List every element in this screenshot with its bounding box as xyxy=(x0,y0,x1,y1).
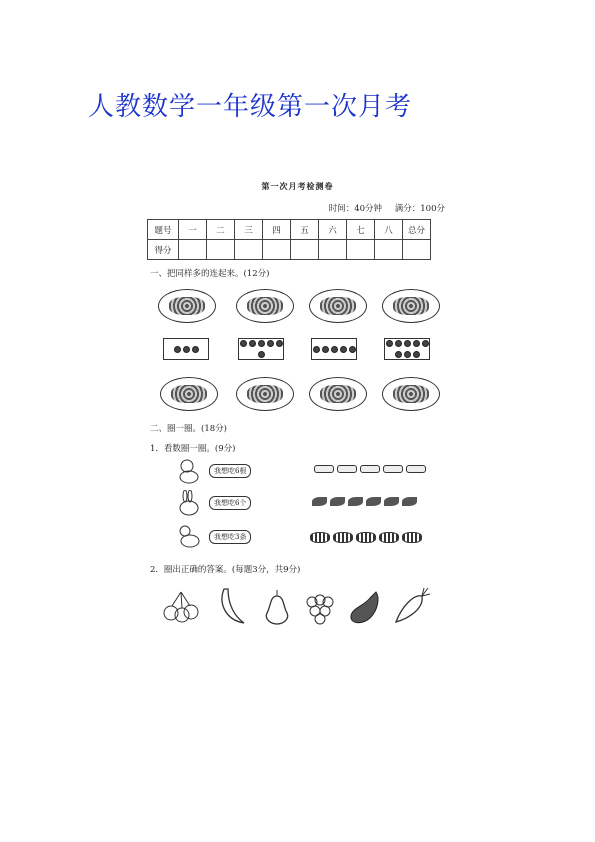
score-table-header-row xyxy=(148,220,431,240)
plate-image xyxy=(309,289,367,323)
header-cell: 总分 xyxy=(403,220,431,240)
bubble-q1-1: 我想吃6根 xyxy=(209,464,251,478)
score-cell[interactable] xyxy=(403,240,431,260)
radish-icon xyxy=(392,586,432,626)
plate-image xyxy=(382,289,440,323)
header-cell: 六 xyxy=(319,220,347,240)
row-label: 得分 xyxy=(148,240,179,260)
section2-q1-title: 1．看数圈一圈。(9分) xyxy=(150,444,236,454)
header-cell: 题号 xyxy=(148,220,179,240)
dot-box xyxy=(311,338,357,360)
score-cell[interactable] xyxy=(347,240,375,260)
score-cell[interactable] xyxy=(263,240,291,260)
section2-title: 二、圈一圈。(18分) xyxy=(150,424,227,434)
score-table xyxy=(147,219,431,260)
bone-row xyxy=(314,465,426,473)
score-cell[interactable] xyxy=(319,240,347,260)
exam-full-score: 满分：100分 xyxy=(394,204,445,214)
leaf-row xyxy=(312,497,417,506)
plate-image xyxy=(382,377,440,411)
header-cell: 四 xyxy=(263,220,291,240)
score-table-score-row xyxy=(148,240,431,260)
plate-image xyxy=(158,289,216,323)
score-cell[interactable] xyxy=(179,240,207,260)
section2-q2-title: 2．圈出正确的答案。(每题3分，共9分) xyxy=(150,565,301,575)
bubble-q1-2: 我想吃6个 xyxy=(209,496,251,510)
exam-time: 时间：40分钟 xyxy=(328,204,383,214)
header-cell: 七 xyxy=(347,220,375,240)
exam-title: 第一次月考检测卷 xyxy=(261,181,334,191)
score-cell[interactable] xyxy=(291,240,319,260)
header-cell: 二 xyxy=(207,220,235,240)
score-cell[interactable] xyxy=(235,240,263,260)
dot-box xyxy=(384,338,430,360)
score-cell[interactable] xyxy=(207,240,235,260)
header-cell: 五 xyxy=(291,220,319,240)
dot-box xyxy=(163,338,209,360)
header-cell: 八 xyxy=(375,220,403,240)
grape-icon xyxy=(302,588,338,626)
dog-icon xyxy=(175,458,203,484)
rabbit-icon xyxy=(175,490,203,516)
plate-image xyxy=(160,377,218,411)
worm-row xyxy=(310,532,422,543)
banana-icon xyxy=(216,586,248,626)
header-cell: 一 xyxy=(179,220,207,240)
document-title: 人教数学一年级第一次月考 xyxy=(88,92,413,122)
dot-box xyxy=(238,338,284,360)
plate-image xyxy=(236,377,294,411)
pear-icon xyxy=(262,586,292,626)
plate-image xyxy=(236,289,294,323)
score-cell[interactable] xyxy=(375,240,403,260)
eggplant-icon xyxy=(346,588,386,626)
plate-image xyxy=(309,377,367,411)
exam-info xyxy=(319,202,445,214)
bubble-q1-3: 我想吃3条 xyxy=(209,530,251,544)
chicken-icon xyxy=(175,523,203,549)
cherry-icon xyxy=(160,588,202,626)
header-cell: 三 xyxy=(235,220,263,240)
section1-title: 一、把同样多的连起来。(12分) xyxy=(150,269,270,279)
